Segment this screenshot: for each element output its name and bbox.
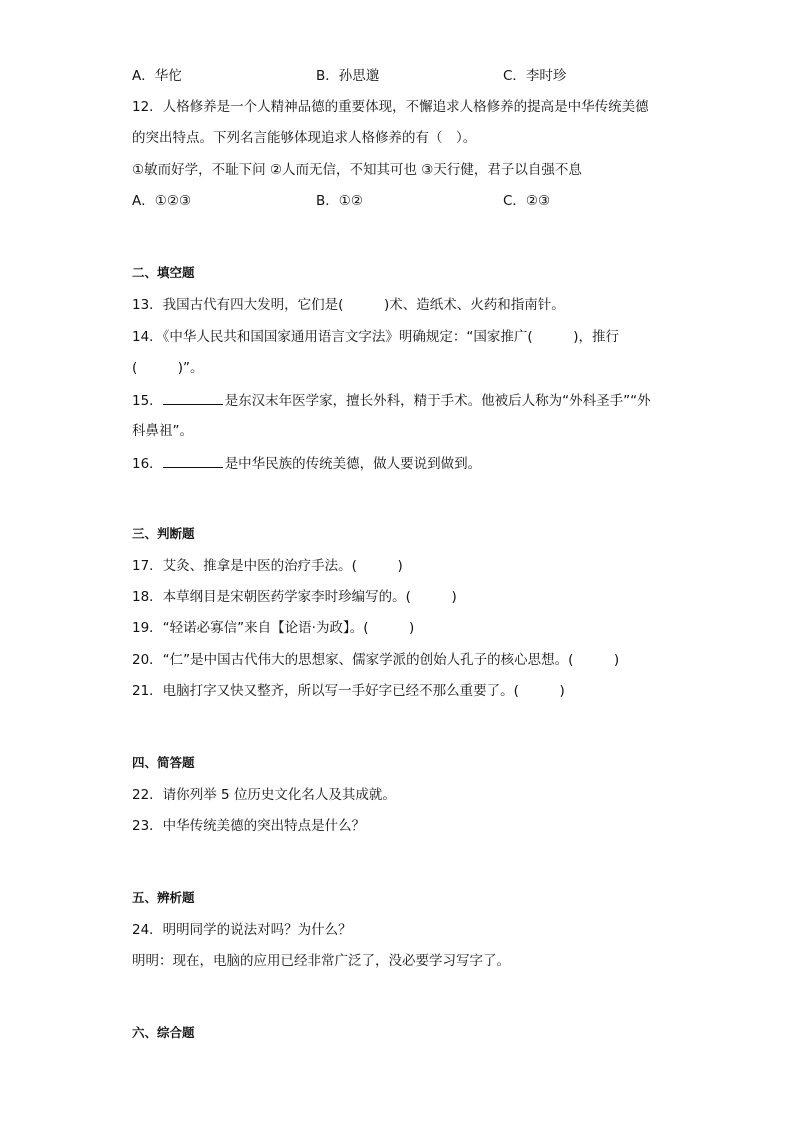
q12-option-c: C．②③ xyxy=(503,193,551,209)
q12-stem-line1: 12．人格修养是一个人精神品德的重要体现，不懈追求人格修养的提高是中华传统美德 xyxy=(132,99,649,115)
q16-number: 16． xyxy=(132,456,163,472)
q12-option-a: A．①②③ xyxy=(132,193,192,209)
q17: 17．艾灸、推拿是中医的治疗手法。( ) xyxy=(132,558,403,574)
q15-blank xyxy=(163,391,223,405)
section-heading-short-answer: 四、简答题 xyxy=(132,755,195,770)
q15-text: 是东汉末年医学家，擅长外科，精于手术。他被后人称为“外科圣手”“外 xyxy=(224,393,651,409)
q15-number: 15． xyxy=(132,393,163,409)
q21: 21．电脑打字又快又整齐，所以写一手好字已经不那么重要了。( ) xyxy=(132,683,565,699)
q12-quotes: ①敏而好学，不耻下问 ②人而无信，不知其可也 ③天行健，君子以自强不息 xyxy=(132,162,582,178)
q16 xyxy=(132,454,481,473)
q15-line2: 科鼻祖”。 xyxy=(132,423,193,439)
section-heading-comprehensive: 六、综合题 xyxy=(132,1025,195,1040)
section-heading-fill-in: 二、填空题 xyxy=(132,265,195,280)
q24-quote: 明明：现在，电脑的应用已经非常广泛了，没必要学习写字了。 xyxy=(132,953,510,969)
q11-option-c: C．李时珍 xyxy=(503,68,567,84)
q12-option-b: B．①② xyxy=(316,193,363,209)
q24: 24．明明同学的说法对吗？为什么？ xyxy=(132,922,352,938)
section-heading-judgment: 三、判断题 xyxy=(132,526,195,541)
q23: 23．中华传统美德的突出特点是什么？ xyxy=(132,818,366,834)
q11-option-b: B．孙思邈 xyxy=(316,68,380,84)
q16-text: 是中华民族的传统美德，做人要说到做到。 xyxy=(224,456,482,472)
q13: 13．我国古代有四大发明，它们是( )术、造纸术、火药和指南针。 xyxy=(132,297,565,313)
q16-blank xyxy=(163,454,223,468)
section-heading-analysis: 五、辨析题 xyxy=(132,890,195,905)
q20: 20．“仁”是中国古代伟大的思想家、儒家学派的创始人孔子的核心思想。( ) xyxy=(132,652,620,668)
q14-line2: ( )”。 xyxy=(132,360,204,376)
q22: 22．请你列举 5 位历史文化名人及其成就。 xyxy=(132,787,396,803)
q19: 19．“轻诺必寡信”来自【论语·为政】。( ) xyxy=(132,620,415,636)
q18: 18．本草纲目是宋朝医药学家李时珍编写的。( ) xyxy=(132,589,457,605)
q11-option-a: A．华佗 xyxy=(132,68,182,84)
q15-line1 xyxy=(132,391,651,410)
q12-stem-line2: 的突出特点。下列名言能够体现追求人格修养的有（ ）。 xyxy=(132,130,477,146)
q14-line1: 14．《中华人民共和国国家通用语言文字法》明确规定：“国家推广( )，推行 xyxy=(132,329,619,345)
